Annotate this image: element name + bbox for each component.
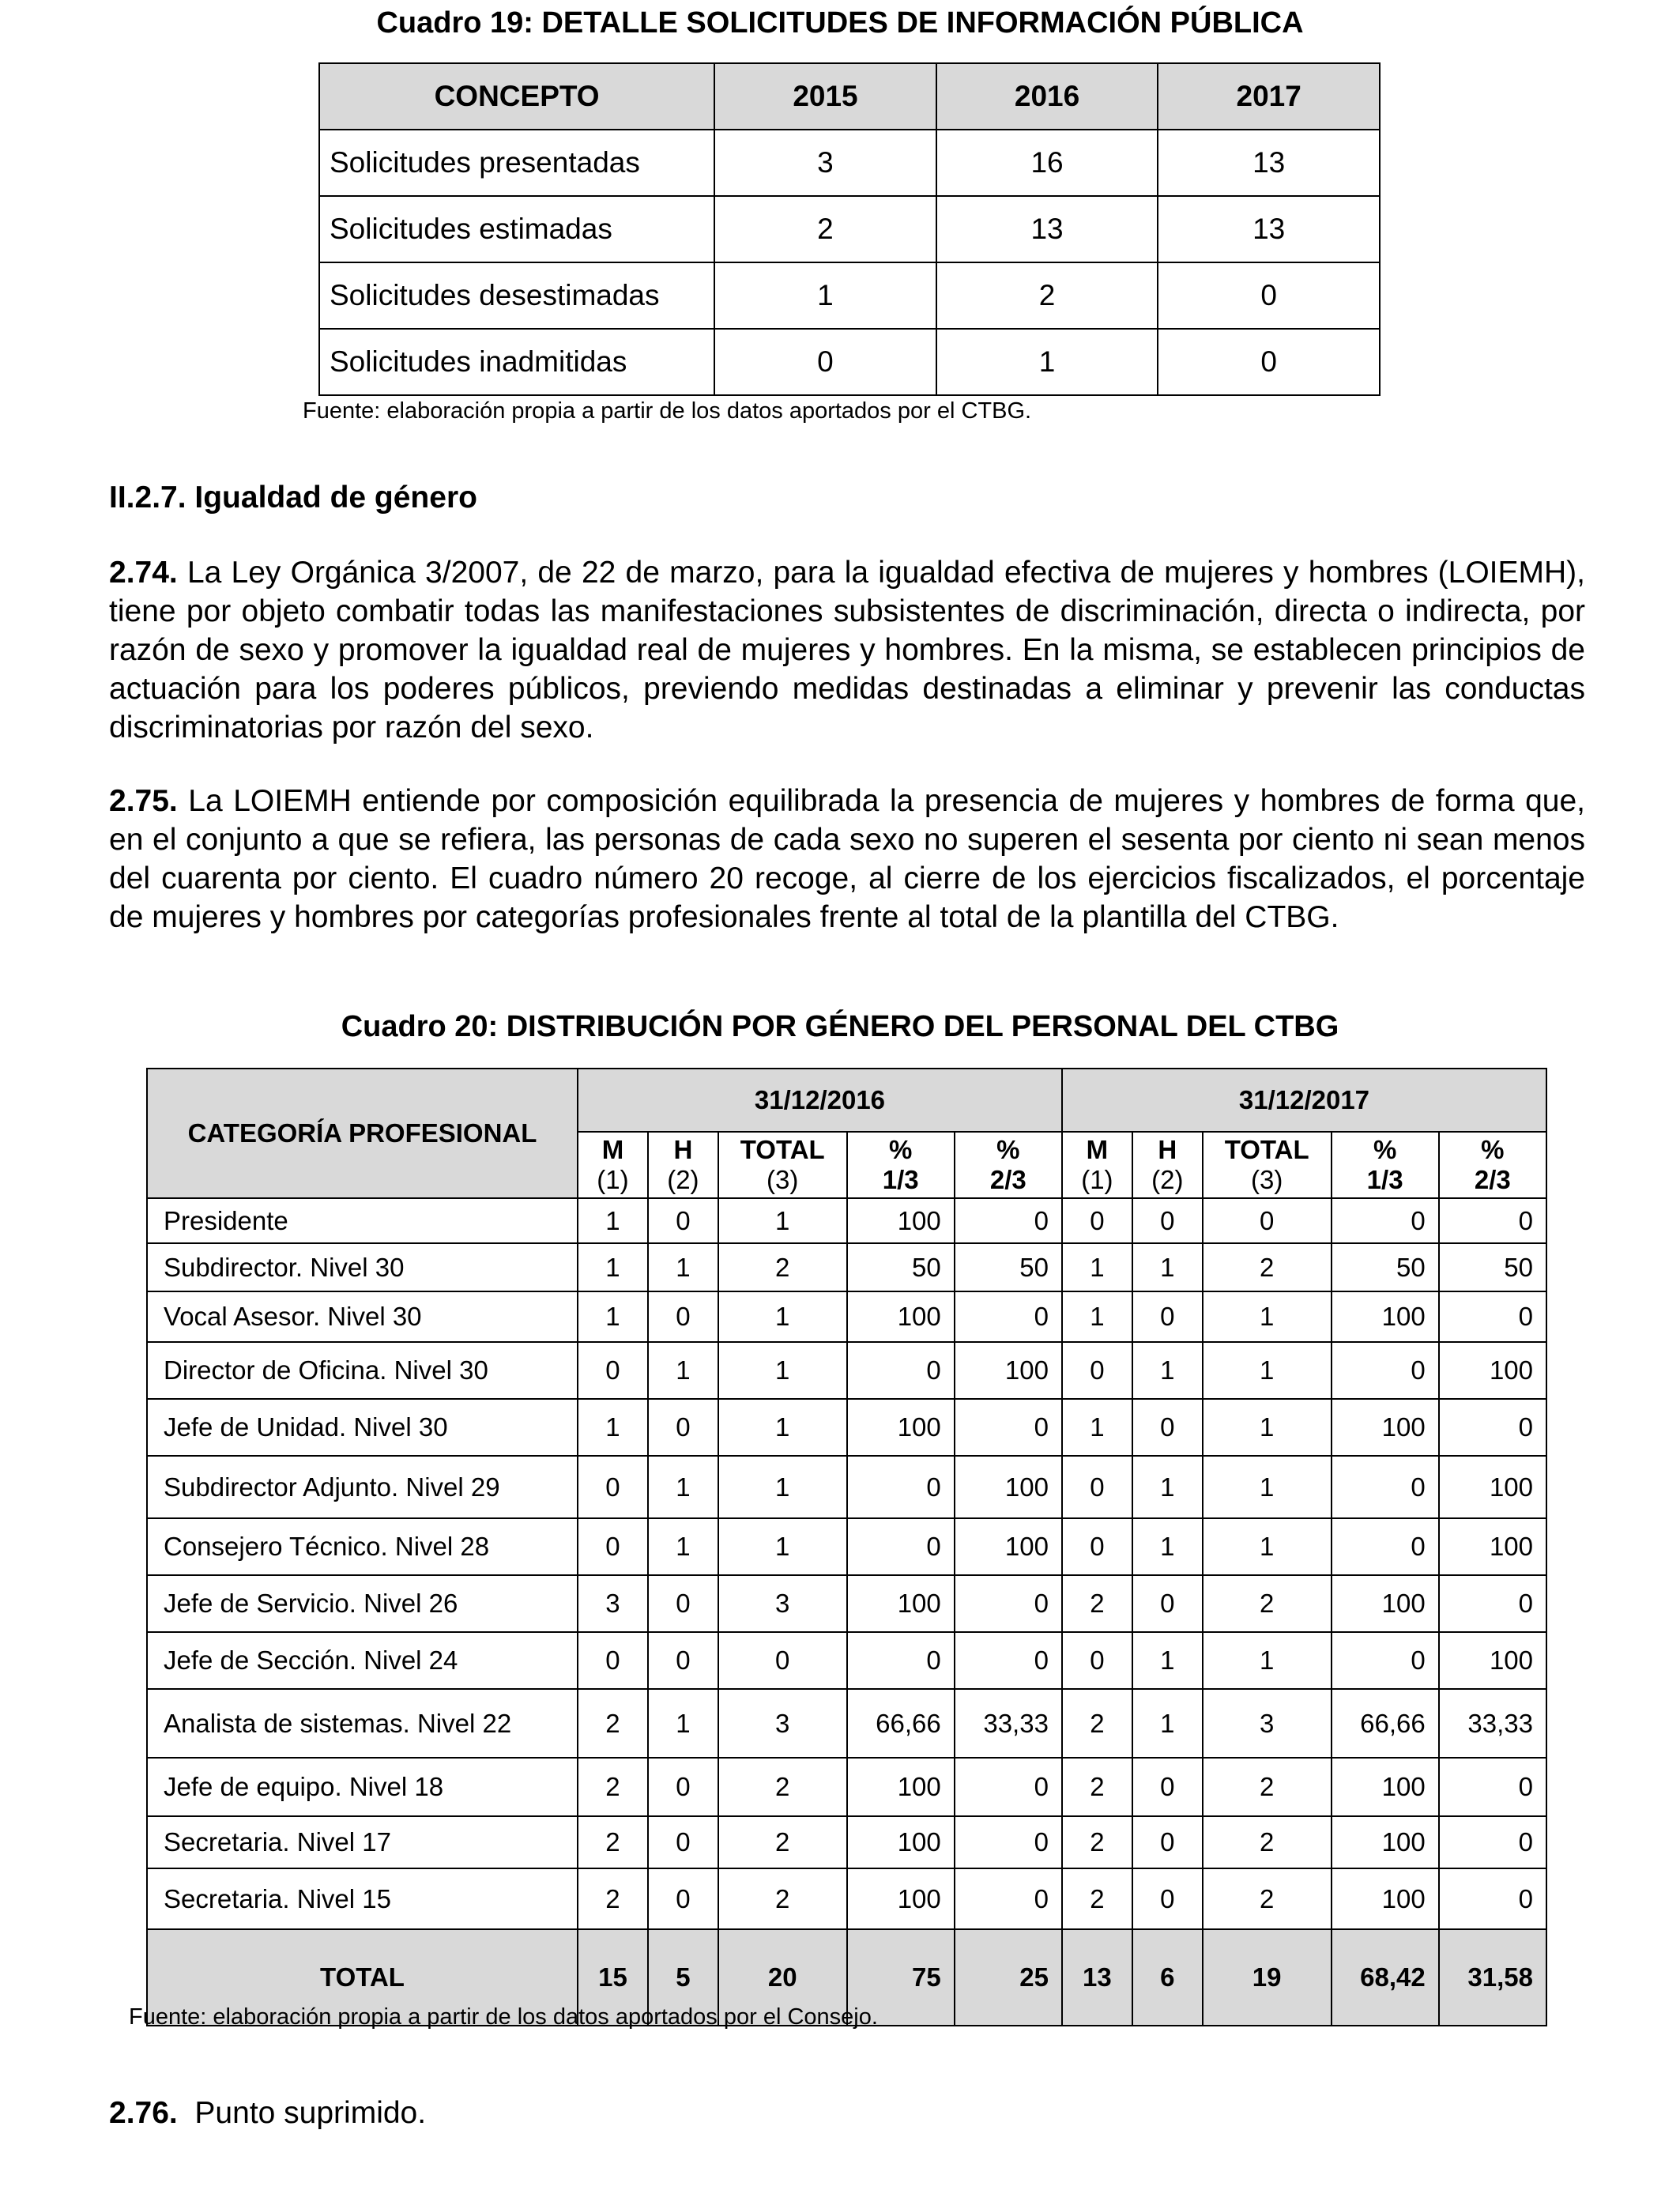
- table-cell: 0: [1439, 1868, 1546, 1929]
- table-cell: Analista de sistemas. Nivel 22: [147, 1689, 578, 1758]
- table-row: [147, 1243, 1546, 1291]
- table-cell: 1: [648, 1243, 718, 1291]
- table-cell: 50: [1439, 1243, 1546, 1291]
- table-cell: 0: [955, 1291, 1062, 1342]
- table-cell: 50: [955, 1243, 1062, 1291]
- table-cell: 2: [714, 196, 936, 262]
- table-cell: 1: [718, 1291, 847, 1342]
- cuadro20-body: [147, 1198, 1546, 2026]
- total-cell: 6: [1132, 1929, 1203, 2026]
- table-cell: 16: [936, 130, 1158, 196]
- table-cell: 1: [718, 1342, 847, 1399]
- table-cell: 3: [714, 130, 936, 196]
- table-row: [319, 329, 1380, 395]
- table-cell: 0: [1439, 1399, 1546, 1456]
- table-cell: 0: [648, 1198, 718, 1243]
- table-cell: 2: [718, 1243, 847, 1291]
- table-cell: 100: [1439, 1632, 1546, 1689]
- paragraph-2-76: [109, 2094, 1585, 2132]
- table-cell: 3: [718, 1575, 847, 1632]
- total-cell: 19: [1203, 1929, 1332, 2026]
- table-cell: 100: [1332, 1816, 1439, 1868]
- table-cell: 0: [1158, 329, 1380, 395]
- table-cell: 1: [1203, 1399, 1332, 1456]
- total-cell: 25: [955, 1929, 1062, 2026]
- table-cell: 1: [1132, 1243, 1203, 1291]
- table-cell: 50: [847, 1243, 955, 1291]
- table-cell: 0: [1132, 1291, 1203, 1342]
- table-cell: 1: [936, 329, 1158, 395]
- table-cell: 1: [1132, 1518, 1203, 1575]
- table-cell: 0: [648, 1575, 718, 1632]
- column-header-date-2016: 31/12/2016: [578, 1069, 1062, 1132]
- table-cell: 0: [847, 1632, 955, 1689]
- table-cell: 2: [578, 1868, 648, 1929]
- column-header-h: H (2): [648, 1132, 718, 1198]
- table-cell: 2: [1062, 1758, 1132, 1816]
- table-cell: 0: [955, 1198, 1062, 1243]
- table-cell: 0: [1332, 1632, 1439, 1689]
- table-cell: 3: [578, 1575, 648, 1632]
- table-cell: 0: [1132, 1198, 1203, 1243]
- table-row: [147, 1342, 1546, 1399]
- table-cell: 0: [578, 1632, 648, 1689]
- table-cell: Subdirector. Nivel 30: [147, 1243, 578, 1291]
- table-cell: 1: [578, 1291, 648, 1342]
- table-cell: 2: [1203, 1575, 1332, 1632]
- paragraph-text: La Ley Orgánica 3/2007, de 22 de marzo, para la igualdad efectiva de mujeres y hombres (LOIEMH), tiene por objeto combatir todas las manifestaciones subsistentes de discriminación, directa o indirecta, por razón de sexo y promover la igualdad real de mujeres y hombres. En la misma, se establecen principios de actuación para los poderes públicos, previendo medidas destinadas a eliminar y prevenir las conductas discriminatorias por razón del sexo.: [109, 556, 1585, 745]
- table-cell: 1: [1132, 1689, 1203, 1758]
- column-header: CONCEPTO: [319, 63, 714, 130]
- table-cell: 0: [578, 1518, 648, 1575]
- table-row: [147, 1575, 1546, 1632]
- table-cell: 100: [955, 1456, 1062, 1518]
- column-header-pct-2-3: % 2/3: [1439, 1132, 1546, 1198]
- cuadro20-title: Cuadro 20: DISTRIBUCIÓN POR GÉNERO DEL PERSONAL DEL CTBG: [341, 1010, 1339, 1043]
- table-cell: 0: [1158, 262, 1380, 329]
- table-cell: 0: [847, 1342, 955, 1399]
- cuadro19-source: Fuente: elaboración propia a partir de los datos aportados por el CTBG.: [303, 398, 1032, 424]
- table-cell: 2: [578, 1758, 648, 1816]
- table-cell: 0: [714, 329, 936, 395]
- table-cell: 100: [847, 1868, 955, 1929]
- table-cell: 1: [648, 1456, 718, 1518]
- table-cell: Jefe de Servicio. Nivel 26: [147, 1575, 578, 1632]
- table-cell: 0: [1203, 1198, 1332, 1243]
- table-row: [319, 130, 1380, 196]
- table-cell: 100: [1332, 1758, 1439, 1816]
- column-header-pct-1-3: % 1/3: [1332, 1132, 1439, 1198]
- table-row: [319, 196, 1380, 262]
- table-cell: 0: [955, 1868, 1062, 1929]
- table-cell: Jefe de equipo. Nivel 18: [147, 1758, 578, 1816]
- table-cell: 0: [648, 1816, 718, 1868]
- table-cell: 0: [1132, 1575, 1203, 1632]
- table-cell: Secretaria. Nivel 15: [147, 1868, 578, 1929]
- table-cell: Solicitudes presentadas: [319, 130, 714, 196]
- table-cell: 1: [648, 1689, 718, 1758]
- paragraph-number: 2.75.: [109, 784, 178, 818]
- table-header-row: [319, 63, 1380, 130]
- table-cell: 2: [578, 1689, 648, 1758]
- table-cell: Subdirector Adjunto. Nivel 29: [147, 1456, 578, 1518]
- table-cell: 66,66: [1332, 1689, 1439, 1758]
- table-cell: 0: [1132, 1816, 1203, 1868]
- table-cell: 33,33: [955, 1689, 1062, 1758]
- table-cell: 1: [718, 1399, 847, 1456]
- table-cell: Director de Oficina. Nivel 30: [147, 1342, 578, 1399]
- table-cell: 0: [1062, 1632, 1132, 1689]
- table-cell: 2: [1062, 1816, 1132, 1868]
- table-row: [147, 1868, 1546, 1929]
- table-cell: 2: [718, 1868, 847, 1929]
- column-header-m: M (1): [1062, 1132, 1132, 1198]
- table-cell: 13: [1158, 196, 1380, 262]
- table-cell: 2: [718, 1758, 847, 1816]
- table-cell: Consejero Técnico. Nivel 28: [147, 1518, 578, 1575]
- table-cell: 100: [1439, 1518, 1546, 1575]
- column-header-category: CATEGORÍA PROFESIONAL: [147, 1069, 578, 1198]
- table-cell: 1: [1062, 1291, 1132, 1342]
- table-cell: 0: [1132, 1399, 1203, 1456]
- table-cell: 2: [578, 1816, 648, 1868]
- cuadro20-source: Fuente: elaboración propia a partir de los datos aportados por el Consejo.: [129, 2004, 878, 2030]
- table-cell: 2: [1203, 1816, 1332, 1868]
- table-cell: Solicitudes desestimadas: [319, 262, 714, 329]
- table-cell: 0: [648, 1632, 718, 1689]
- table-cell: 66,66: [847, 1689, 955, 1758]
- paragraph-number: 2.76.: [109, 2096, 178, 2130]
- table-cell: 2: [1062, 1868, 1132, 1929]
- table-cell: 100: [1439, 1342, 1546, 1399]
- total-cell: 15: [578, 1929, 648, 2026]
- table-cell: 50: [1332, 1243, 1439, 1291]
- table-cell: 0: [1132, 1868, 1203, 1929]
- table-cell: 100: [1332, 1291, 1439, 1342]
- table-cell: Solicitudes estimadas: [319, 196, 714, 262]
- column-header-pct-1-3: % 1/3: [847, 1132, 955, 1198]
- table-row: [147, 1198, 1546, 1243]
- table-cell: 1: [718, 1198, 847, 1243]
- total-cell: 20: [718, 1929, 847, 2026]
- table-cell: 0: [847, 1456, 955, 1518]
- table-cell: 0: [955, 1816, 1062, 1868]
- table-cell: 0: [648, 1291, 718, 1342]
- table-cell: 0: [578, 1342, 648, 1399]
- table-cell: 2: [1062, 1689, 1132, 1758]
- table-cell: 1: [648, 1518, 718, 1575]
- table-cell: 0: [1062, 1342, 1132, 1399]
- total-cell: 5: [648, 1929, 718, 2026]
- table-cell: 0: [648, 1399, 718, 1456]
- table-cell: 1: [1132, 1456, 1203, 1518]
- paragraph-2-74: [109, 553, 1585, 747]
- table-cell: 0: [1332, 1198, 1439, 1243]
- table-cell: 0: [1332, 1456, 1439, 1518]
- table-cell: Solicitudes inadmitidas: [319, 329, 714, 395]
- table-cell: 0: [955, 1399, 1062, 1456]
- column-header: 2017: [1158, 63, 1380, 130]
- column-header-total: TOTAL (3): [718, 1132, 847, 1198]
- cuadro19-table: [318, 62, 1381, 396]
- table-cell: 1: [1203, 1342, 1332, 1399]
- table-cell: 100: [847, 1758, 955, 1816]
- table-cell: 3: [1203, 1689, 1332, 1758]
- table-cell: 0: [955, 1632, 1062, 1689]
- table-cell: 100: [847, 1816, 955, 1868]
- column-header-total: TOTAL (3): [1203, 1132, 1332, 1198]
- total-cell: 75: [847, 1929, 955, 2026]
- paragraph-text: La LOIEMH entiende por composición equilibrada la presencia de mujeres y hombres de forma que, en el conjunto a que se refiera, las personas de cada sexo no superen el sesenta por ciento ni sean menos del cuarenta por ciento. El cuadro número 20 recoge, al cierre de los ejercicios fiscalizados, el porcentaje de mujeres y hombres por categorías profesionales frente al total de la plantilla del CTBG.: [109, 784, 1585, 934]
- table-cell: 100: [847, 1399, 955, 1456]
- column-header-m: M (1): [578, 1132, 648, 1198]
- table-cell: 100: [1332, 1399, 1439, 1456]
- table-row: [147, 1291, 1546, 1342]
- column-header: 2016: [936, 63, 1158, 130]
- table-row: [147, 1399, 1546, 1456]
- table-cell: 0: [1439, 1816, 1546, 1868]
- table-cell: 2: [1203, 1243, 1332, 1291]
- table-row: [147, 1456, 1546, 1518]
- table-cell: 1: [1132, 1632, 1203, 1689]
- table-cell: Secretaria. Nivel 17: [147, 1816, 578, 1868]
- table-cell: 0: [648, 1758, 718, 1816]
- table-cell: 0: [648, 1868, 718, 1929]
- table-cell: 100: [955, 1342, 1062, 1399]
- table-cell: 1: [1203, 1632, 1332, 1689]
- table-cell: 1: [578, 1399, 648, 1456]
- table-cell: 2: [936, 262, 1158, 329]
- table-cell: 1: [718, 1456, 847, 1518]
- table-cell: 0: [955, 1575, 1062, 1632]
- table-cell: 13: [936, 196, 1158, 262]
- table-cell: 2: [1062, 1575, 1132, 1632]
- paragraph-number: 2.74.: [109, 556, 178, 590]
- table-cell: 100: [847, 1198, 955, 1243]
- table-cell: Jefe de Unidad. Nivel 30: [147, 1399, 578, 1456]
- table-cell: 3: [718, 1689, 847, 1758]
- table-cell: 0: [1439, 1575, 1546, 1632]
- table-cell: 2: [1203, 1868, 1332, 1929]
- total-cell: 31,58: [1439, 1929, 1546, 2026]
- table-row: [147, 1689, 1546, 1758]
- column-header: 2015: [714, 63, 936, 130]
- table-cell: 13: [1158, 130, 1380, 196]
- total-cell: 13: [1062, 1929, 1132, 2026]
- cuadro19-title: Cuadro 19: DETALLE SOLICITUDES DE INFORMACIÓN PÚBLICA: [376, 6, 1304, 40]
- table-cell: 0: [847, 1518, 955, 1575]
- table-cell: 1: [1203, 1518, 1332, 1575]
- table-cell: 2: [718, 1816, 847, 1868]
- table-cell: 0: [578, 1456, 648, 1518]
- table-cell: 0: [718, 1632, 847, 1689]
- table-cell: 0: [955, 1758, 1062, 1816]
- table-cell: Presidente: [147, 1198, 578, 1243]
- table-row: [147, 1816, 1546, 1868]
- table-cell: 1: [1062, 1243, 1132, 1291]
- total-cell: TOTAL: [147, 1929, 578, 2026]
- table-cell: 100: [1439, 1456, 1546, 1518]
- table-cell: 1: [578, 1198, 648, 1243]
- table-cell: Jefe de Sección. Nivel 24: [147, 1632, 578, 1689]
- table-cell: 33,33: [1439, 1689, 1546, 1758]
- table-row: [147, 1518, 1546, 1575]
- table-cell: 1: [578, 1243, 648, 1291]
- table-cell: 1: [1062, 1399, 1132, 1456]
- table-cell: 0: [1332, 1342, 1439, 1399]
- table-row: [147, 1632, 1546, 1689]
- table-header-row: [147, 1069, 1546, 1132]
- table-cell: 100: [1332, 1575, 1439, 1632]
- table-cell: 0: [1439, 1291, 1546, 1342]
- column-header-pct-2-3: % 2/3: [955, 1132, 1062, 1198]
- table-cell: 100: [847, 1575, 955, 1632]
- table-cell: 100: [1332, 1868, 1439, 1929]
- table-cell: 1: [1132, 1342, 1203, 1399]
- table-cell: 0: [1332, 1518, 1439, 1575]
- table-cell: 0: [1132, 1758, 1203, 1816]
- table-cell: 0: [1062, 1518, 1132, 1575]
- column-header-h: H (2): [1132, 1132, 1203, 1198]
- table-cell: 0: [1439, 1758, 1546, 1816]
- table-cell: 0: [1062, 1198, 1132, 1243]
- table-cell: 1: [1203, 1291, 1332, 1342]
- table-row: [147, 1758, 1546, 1816]
- table-cell: 0: [1439, 1198, 1546, 1243]
- column-header-date-2017: 31/12/2017: [1062, 1069, 1546, 1132]
- table-cell: 1: [714, 262, 936, 329]
- section-heading: II.2.7. Igualdad de género: [109, 481, 477, 515]
- paragraph-text: Punto suprimido.: [194, 2096, 427, 2130]
- cuadro20-table: [146, 1068, 1547, 2026]
- table-row: [319, 262, 1380, 329]
- total-cell: 68,42: [1332, 1929, 1439, 2026]
- table-cell: 1: [648, 1342, 718, 1399]
- table-cell: 0: [1062, 1456, 1132, 1518]
- paragraph-2-75: [109, 782, 1585, 937]
- table-cell: 100: [955, 1518, 1062, 1575]
- table-cell: 1: [718, 1518, 847, 1575]
- table-cell: Vocal Asesor. Nivel 30: [147, 1291, 578, 1342]
- table-cell: 2: [1203, 1758, 1332, 1816]
- table-cell: 1: [1203, 1456, 1332, 1518]
- table-cell: 100: [847, 1291, 955, 1342]
